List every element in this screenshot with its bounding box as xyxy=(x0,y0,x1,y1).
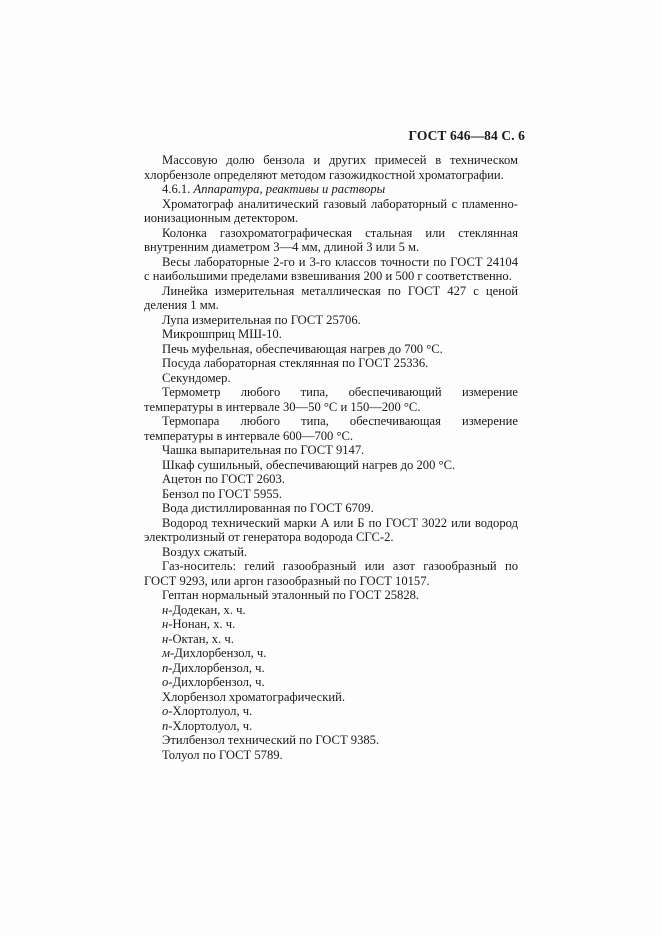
list-item-text: Весы лабораторные 2-го и 3-го классов точности по ГОСТ 24104 с наибольшими пределами взвешивания 200 и 500 г соответственно. xyxy=(144,254,518,283)
list-item-text: Микрошприц МШ-10. xyxy=(162,327,282,341)
list-item-text: Вода дистиллированная по ГОСТ 6709. xyxy=(162,501,374,515)
list-item xyxy=(144,197,518,226)
list-item xyxy=(144,356,518,371)
list-item-text: Термопара любого типа, обеспечивающая измерение температуры в интервале 600—700 °С. xyxy=(144,414,518,443)
list-item-text: Этилбензол технический по ГОСТ 9385. xyxy=(162,733,380,747)
list-item xyxy=(144,385,518,414)
list-item-text: -Додекан, х. ч. xyxy=(168,602,246,617)
list-item xyxy=(144,255,518,284)
list-item-text: -Дихлорбензол, ч. xyxy=(170,646,267,660)
list-item-text: -Дихлорбензол, ч. xyxy=(168,660,265,675)
equipment-list xyxy=(144,197,518,763)
list-item xyxy=(144,748,518,763)
list-item xyxy=(144,516,518,545)
list-item-text: Шкаф сушильный, обеспечивающий нагрев до 200 °С. xyxy=(162,457,456,472)
document-body xyxy=(144,153,518,762)
section-title: Аппаратура, реактивы и растворы xyxy=(193,182,386,196)
list-item xyxy=(144,371,518,386)
list-item xyxy=(144,733,518,748)
list-item xyxy=(144,501,518,516)
isomer-prefix: п xyxy=(162,718,169,733)
list-item-text: Линейка измерительная металлическая по ГОСТ 427 с ценой деления 1 мм. xyxy=(144,283,518,312)
isomer-prefix: м xyxy=(162,646,171,660)
isomer-prefix: о xyxy=(162,704,169,718)
list-item xyxy=(144,226,518,255)
list-item-text: Водород технический марки А или Б по ГОСТ 3022 или водород электролизный от генератора водорода СГС-2. xyxy=(144,515,518,544)
list-item-text: -Хлортолуол, ч. xyxy=(168,718,253,733)
list-item xyxy=(144,342,518,357)
isomer-prefix: п xyxy=(162,660,169,675)
list-item-text: -Нонан, х. ч. xyxy=(168,617,236,631)
list-item xyxy=(144,690,518,705)
list-item xyxy=(144,704,518,719)
list-item-text: -Дихлорбензол, ч. xyxy=(168,675,265,689)
list-item xyxy=(144,327,518,342)
list-item-text: Печь муфельная, обеспечивающая нагрев до 700 °С. xyxy=(162,341,443,356)
list-item-text: Секундомер. xyxy=(162,370,231,385)
isomer-prefix: о xyxy=(162,675,169,689)
list-item xyxy=(144,632,518,647)
list-item-text: Бензол по ГОСТ 5955. xyxy=(162,486,283,501)
list-item xyxy=(144,458,518,473)
list-item-text: Хроматограф аналитический газовый лабораторный с пламенно-ионизационным детектором. xyxy=(144,196,518,225)
list-item xyxy=(144,443,518,458)
section-heading xyxy=(144,182,518,197)
list-item xyxy=(144,284,518,313)
list-item-text: Лупа измерительная по ГОСТ 25706. xyxy=(162,312,361,327)
list-item xyxy=(144,487,518,502)
list-item xyxy=(144,414,518,443)
list-item xyxy=(144,661,518,676)
list-item-text: Термометр любого типа, обеспечивающий измерение температуры в интервале 30—50 °С и 150—200 °С. xyxy=(144,385,518,414)
intro-paragraph: Массовую долю бензола и других примесей в техническом хлорбензоле определяют методом газожидкостной хроматографии. xyxy=(144,153,518,182)
list-item-text: -Хлортолуол, ч. xyxy=(168,704,253,718)
isomer-prefix: н xyxy=(162,631,169,646)
list-item xyxy=(144,472,518,487)
isomer-prefix: н xyxy=(162,602,169,617)
list-item xyxy=(144,617,518,632)
list-item xyxy=(144,603,518,618)
list-item-text: Хлорбензол хроматографический. xyxy=(162,689,345,704)
isomer-prefix: н xyxy=(162,617,169,631)
list-item xyxy=(144,588,518,603)
list-item xyxy=(144,313,518,328)
list-item-text: -Октан, х. ч. xyxy=(168,631,234,646)
section-number: 4.6.1. xyxy=(162,182,191,196)
list-item-text: Ацетон по ГОСТ 2603. xyxy=(162,472,285,486)
list-item xyxy=(144,559,518,588)
list-item xyxy=(144,675,518,690)
page-header: ГОСТ 646—84 С. 6 xyxy=(408,128,525,143)
list-item xyxy=(144,545,518,560)
list-item xyxy=(144,719,518,734)
list-item-text: Толуол по ГОСТ 5789. xyxy=(162,747,283,762)
list-item-text: Колонка газохроматографическая стальная или стеклянная внутренним диаметром 3—4 мм, длиной 3 или 5 м. xyxy=(144,225,518,254)
list-item xyxy=(144,646,518,661)
list-item-text: Чашка выпарительная по ГОСТ 9147. xyxy=(162,443,365,457)
list-item-text: Воздух сжатый. xyxy=(162,544,248,559)
list-item-text: Гептан нормальный эталонный по ГОСТ 25828. xyxy=(162,588,420,602)
list-item-text: Газ-носитель: гелий газообразный или азот газообразный по ГОСТ 9293, или аргон газообразный по ГОСТ 10157. xyxy=(144,559,518,588)
list-item-text: Посуда лабораторная стеклянная по ГОСТ 25336. xyxy=(162,356,429,370)
